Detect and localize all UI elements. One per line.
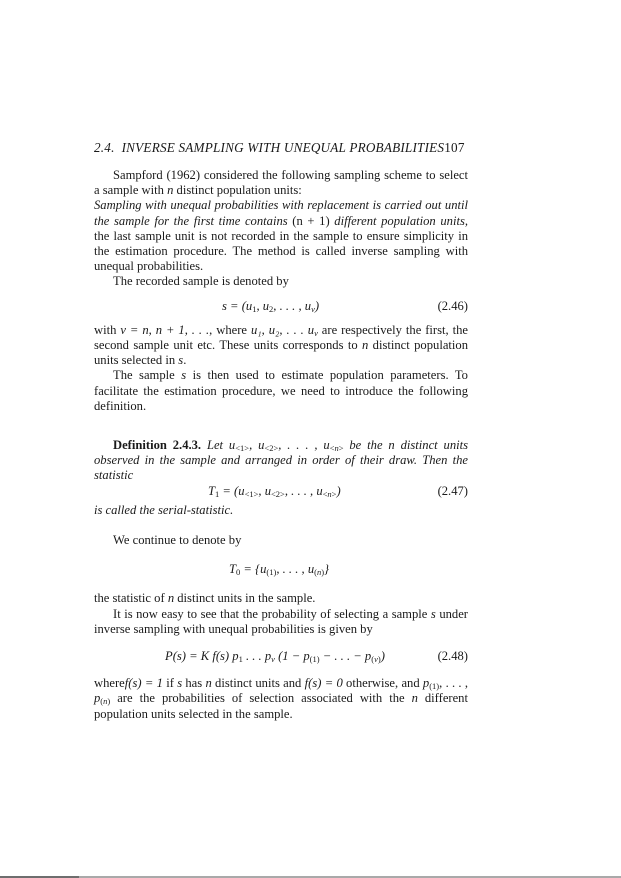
math-units: u₁, u₂, . . . u	[250, 322, 315, 337]
document-page	[94, 140, 468, 722]
text: distinct population units:	[173, 183, 302, 198]
definition-conclusion: is called the serial-statistic.	[94, 502, 234, 517]
running-header	[94, 140, 468, 155]
equation-body: P(s) = K f(s) $p_1$ . . . $p_\nu$ ($1 - p_{(1)}$ − . . . − $p_{(\nu)}$)	[165, 649, 385, 665]
equation-body: $T_0 = \{u_{(1)}$, . . . , $u_{(n)}$}	[229, 562, 330, 578]
math-nu: ν = n, n + 1, . . .	[120, 322, 210, 337]
paragraph-sampford	[94, 168, 468, 274]
paragraph-continue: We continue to denote by	[113, 533, 242, 548]
equation-number: (2.46)	[437, 298, 468, 313]
definition-2-4-3: Definition 2.4.3. Let $u_{<1>}$, $u_{<2>}$, . . . , $u_{<n>}$ be the n distinct units observed in the sample and arranged in order of their draw. Then the statistic	[94, 438, 469, 483]
equation-t0	[94, 562, 468, 577]
text: the last sample unit is not recorded in the sample to ensure simplicity in the estimation procedure. The method is called inverse sampling with unequal probabilities.	[94, 228, 468, 274]
equation-2-46	[94, 299, 468, 314]
page-number: 107	[444, 140, 465, 155]
section-title: INVERSE SAMPLING WITH UNEQUAL PROBABILITIES	[121, 140, 445, 155]
equation-body: $T_1 = (u_{<1>}$, $u_{<2>}$, . . . , $u_{<n>}$)	[208, 483, 341, 499]
paragraph-recorded: The recorded sample is denoted by	[113, 274, 289, 289]
equation-number: (2.48)	[437, 649, 468, 664]
equation-2-48	[94, 649, 468, 664]
paragraph-estimate: The sample s is then used to estimate population parameters. To facilitate the estimation procedure, we need to introduce the following definition.	[94, 368, 468, 413]
definition-label: Definition 2.4.3.	[113, 438, 202, 453]
text: Sampford (1962) considered the following sampling scheme to select a sample with	[94, 168, 468, 198]
equation-body: $s = (u_1$, $u_2$, . . . , $u_\nu$)	[222, 298, 320, 314]
paragraph-with-nu: with ν = n, n + 1, . . ., where u₁, u₂, . . . $u_\nu$ are respectively the first, the second sample unit etc. These units corresponds to n distinct population units selected in s.	[94, 322, 469, 368]
paragraph-probability: It is now easy to see that the probability of selecting a sample s under inverse sampling with unequal probabilities is given by	[94, 606, 468, 636]
math-n-plus-1: (n + 1)	[292, 213, 330, 228]
math-n: n	[167, 183, 174, 198]
paragraph-where: wheref(s) = 1 if s has n distinct units and f(s) = 0 otherwise, and $p_{(1)}$, . . . , $p_{(n)}$ are the probabilities of selection associated with the n different population units selected in the sample.	[94, 676, 468, 721]
scheme-italic: Sampling with unequal probabilities with replacement is carried out until the sample for the first time contains	[94, 198, 468, 228]
scheme-italic: different population units,	[329, 213, 468, 228]
equation-2-47	[94, 484, 468, 499]
section-number: 2.4.	[94, 140, 115, 155]
paragraph-statistic: the statistic of n distinct units in the sample.	[94, 591, 316, 606]
equation-number: (2.47)	[437, 483, 468, 498]
